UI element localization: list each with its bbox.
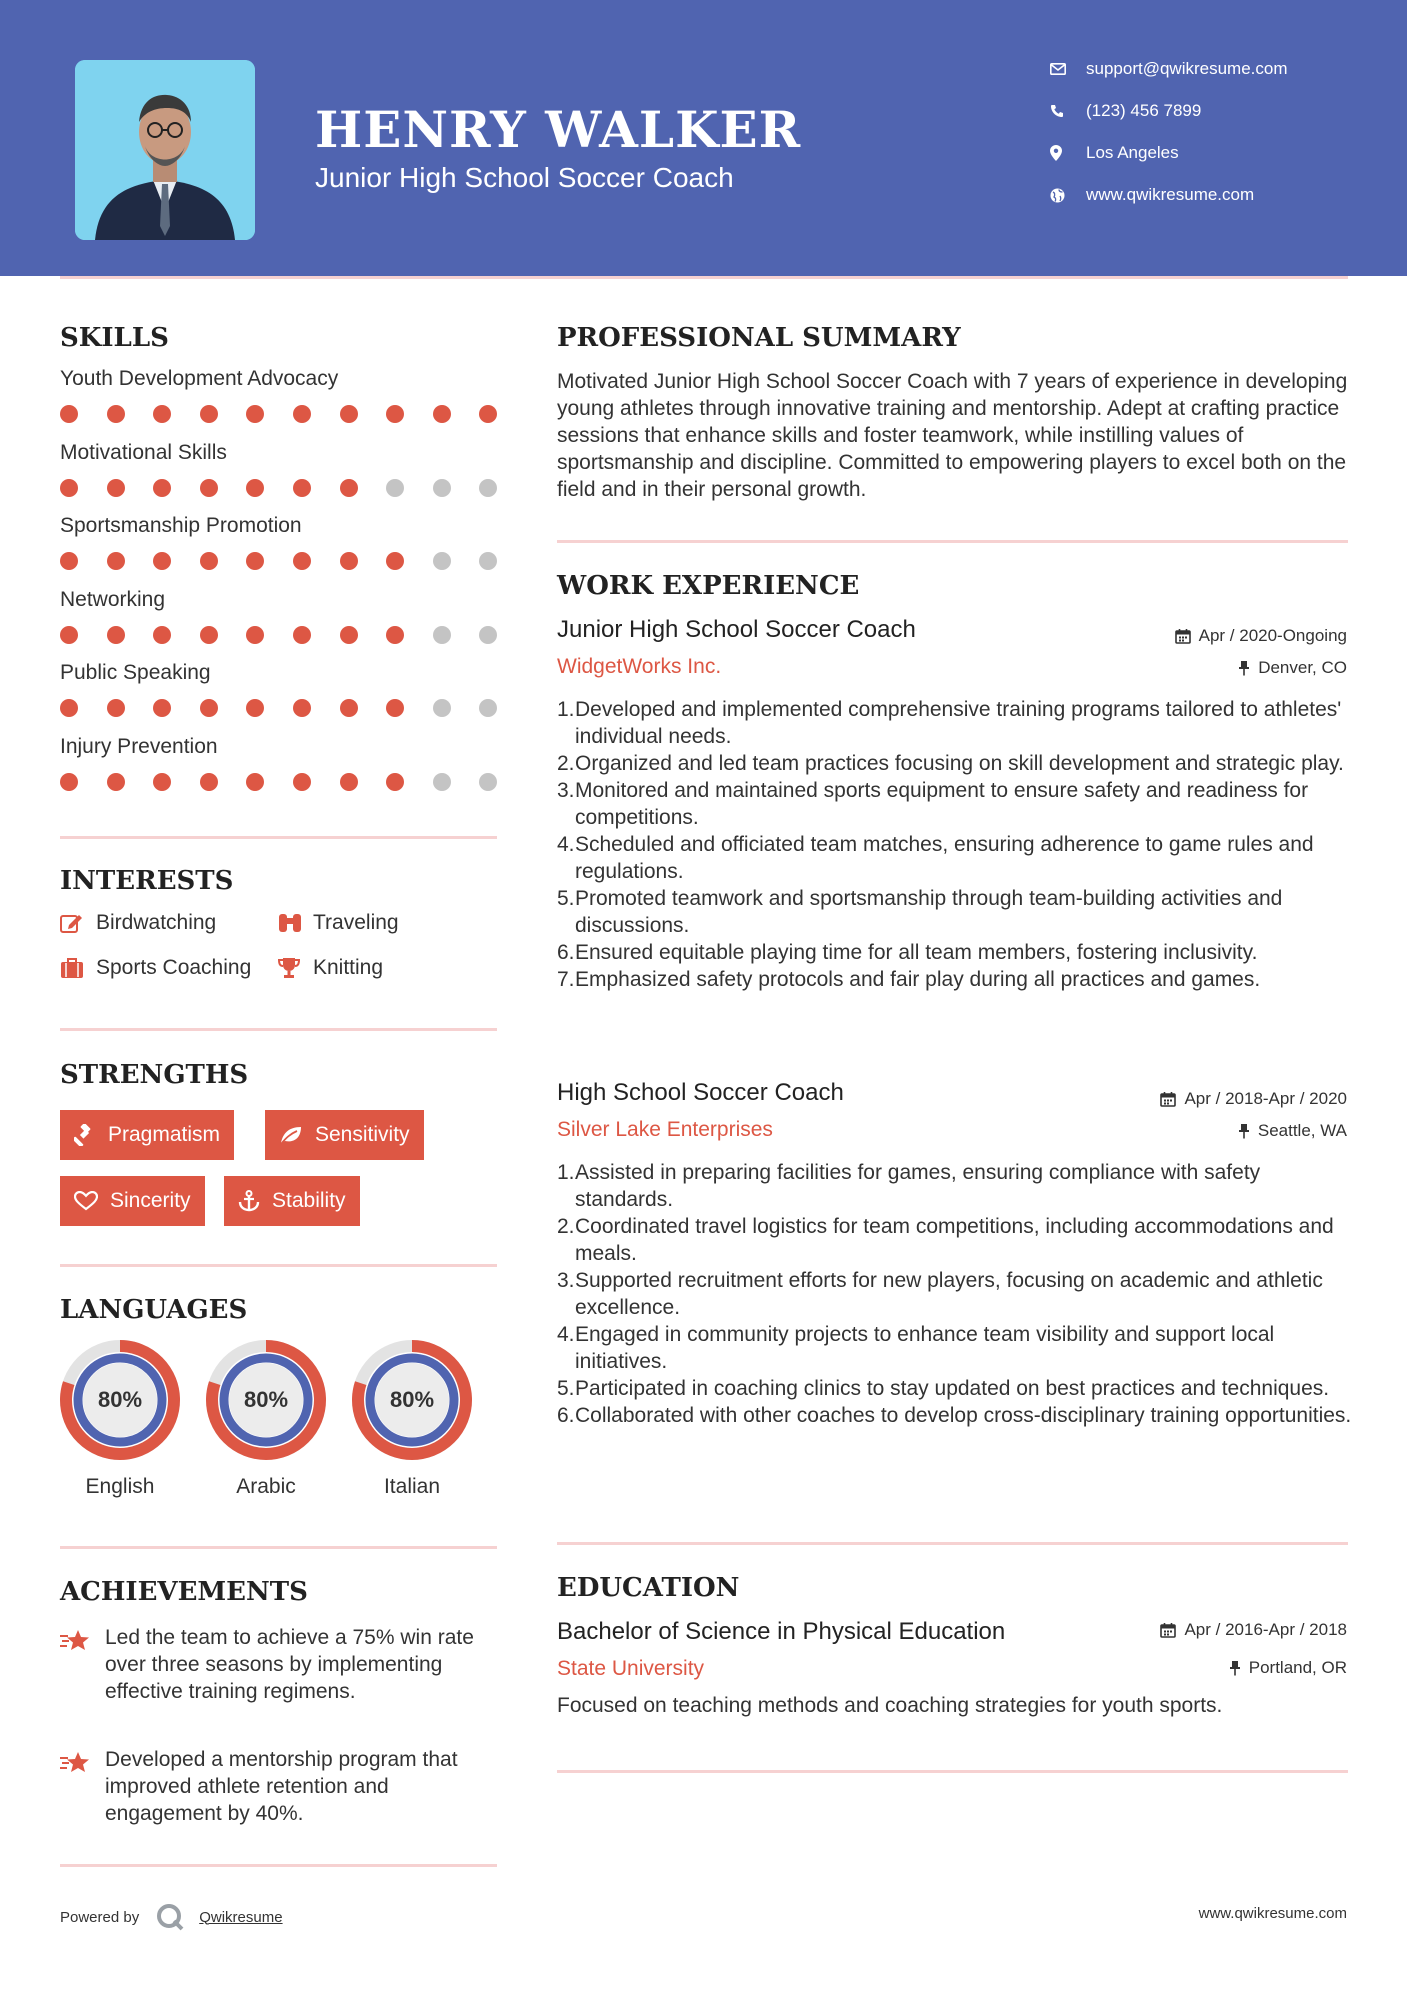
list-number: 6. bbox=[557, 1404, 575, 1427]
responsibility-item bbox=[557, 939, 1357, 966]
responsibility-text: Collaborated with other coaches to develop cross-disciplinary training opportunities. bbox=[575, 1404, 1352, 1427]
skill-rating bbox=[60, 405, 526, 423]
contact-website[interactable] bbox=[1050, 182, 1390, 208]
rating-dot-empty bbox=[479, 552, 497, 570]
summary-heading: PROFESSIONAL SUMMARY bbox=[557, 323, 961, 353]
education-degree: Bachelor of Science in Physical Education bbox=[557, 1618, 1006, 1645]
pushpin-icon bbox=[1238, 660, 1250, 676]
interest-item bbox=[277, 956, 383, 980]
rating-dot-empty bbox=[433, 699, 451, 717]
rating-dot-filled bbox=[340, 773, 358, 791]
responsibility-text: Monitored and maintained sports equipment to ensure safety and readiness for competitions. bbox=[575, 779, 1309, 829]
contact-website-text: www.qwikresume.com bbox=[1086, 185, 1255, 204]
responsibility-text: Promoted teamwork and sportsmanship through team-building activities and discussions. bbox=[575, 887, 1283, 937]
envelope-icon bbox=[1050, 63, 1086, 75]
contact-phone[interactable] bbox=[1050, 98, 1390, 124]
responsibility-text: Coordinated travel logistics for team competitions, including accommodations and meals. bbox=[575, 1215, 1334, 1265]
calendar-icon bbox=[1160, 1091, 1176, 1107]
responsibility-text: Supported recruitment efforts for new players, focusing on academic and athletic excellence. bbox=[575, 1269, 1323, 1319]
job-company: WidgetWorks Inc. bbox=[557, 655, 722, 678]
list-number: 1. bbox=[557, 1161, 575, 1184]
education-dates-text: Apr / 2016-Apr / 2018 bbox=[1184, 1620, 1347, 1639]
calendar-icon bbox=[1175, 628, 1191, 644]
job-dates bbox=[1160, 1089, 1347, 1109]
trophy-icon bbox=[277, 957, 313, 979]
qwikresume-logo-icon bbox=[155, 1902, 185, 1932]
profile-photo bbox=[75, 60, 255, 240]
rating-dot-empty bbox=[479, 699, 497, 717]
skill-rating bbox=[60, 479, 526, 497]
experience-heading: WORK EXPERIENCE bbox=[557, 571, 860, 601]
rating-dot-filled bbox=[386, 405, 404, 423]
list-number: 2. bbox=[557, 752, 575, 775]
responsibility-text: Assisted in preparing facilities for games, ensuring compliance with safety standards. bbox=[575, 1161, 1261, 1211]
rating-dot-empty bbox=[433, 552, 451, 570]
rating-dot-filled bbox=[340, 552, 358, 570]
rating-dot-filled bbox=[200, 405, 218, 423]
contact-email[interactable] bbox=[1050, 56, 1390, 82]
binoculars-icon bbox=[277, 912, 313, 934]
skill-label: Motivational Skills bbox=[60, 440, 227, 464]
rating-dot-filled bbox=[60, 552, 78, 570]
job-dates-text: Apr / 2018-Apr / 2020 bbox=[1184, 1089, 1347, 1108]
strength-label: Sensitivity bbox=[315, 1123, 410, 1146]
heart-icon bbox=[74, 1191, 98, 1211]
rating-dot-filled bbox=[386, 552, 404, 570]
rating-dot-filled bbox=[60, 479, 78, 497]
rating-dot-empty bbox=[433, 479, 451, 497]
education-divider bbox=[557, 1770, 1348, 1773]
strength-tag bbox=[224, 1176, 360, 1226]
rating-dot-filled bbox=[60, 626, 78, 644]
responsibility-text: Organized and led team practices focusing on skill development and strategic play. bbox=[575, 752, 1344, 775]
strength-label: Sincerity bbox=[110, 1189, 191, 1212]
contact-phone-text: (123) 456 7899 bbox=[1086, 101, 1202, 120]
rating-dot-empty bbox=[433, 773, 451, 791]
rating-dot-filled bbox=[153, 773, 171, 791]
pushpin-icon bbox=[1229, 1660, 1241, 1676]
rating-dot-filled bbox=[246, 405, 264, 423]
rating-dot-filled bbox=[246, 626, 264, 644]
header-divider bbox=[60, 276, 1348, 279]
skills-heading: SKILLS bbox=[60, 323, 169, 353]
rating-dot-empty bbox=[479, 626, 497, 644]
list-number: 5. bbox=[557, 887, 575, 910]
star-badge-icon bbox=[60, 1746, 105, 1827]
strengths-heading: STRENGTHS bbox=[60, 1060, 249, 1090]
contact-location bbox=[1050, 140, 1390, 166]
skill-rating bbox=[60, 773, 526, 791]
rating-dot-filled bbox=[153, 626, 171, 644]
phone-icon bbox=[1050, 104, 1086, 118]
responsibility-item bbox=[557, 885, 1357, 939]
job-location bbox=[1238, 1121, 1347, 1141]
rating-dot-filled bbox=[107, 405, 125, 423]
responsibility-text: Engaged in community projects to enhance team visibility and support local initiatives. bbox=[575, 1323, 1275, 1373]
list-number: 7. bbox=[557, 968, 575, 991]
footer-website[interactable]: www.qwikresume.com bbox=[1198, 1905, 1347, 1922]
rating-dot-filled bbox=[246, 773, 264, 791]
rating-dot-filled bbox=[340, 405, 358, 423]
responsibility-item bbox=[557, 966, 1357, 993]
rating-dot-filled bbox=[153, 479, 171, 497]
rating-dot-filled bbox=[200, 773, 218, 791]
rating-dot-filled bbox=[246, 479, 264, 497]
skills-divider bbox=[60, 836, 497, 839]
powered-by-label: Powered by bbox=[60, 1908, 140, 1926]
education-heading: EDUCATION bbox=[557, 1573, 740, 1603]
briefcase-icon bbox=[60, 957, 96, 979]
interest-item bbox=[60, 911, 216, 935]
list-number: 1. bbox=[557, 698, 575, 721]
job-dates-text: Apr / 2020-Ongoing bbox=[1198, 626, 1347, 645]
language-percent: 80% bbox=[243, 1387, 289, 1412]
rating-dot-empty bbox=[479, 773, 497, 791]
responsibility-item bbox=[557, 750, 1357, 777]
achievements-divider bbox=[60, 1864, 497, 1867]
rating-dot-filled bbox=[386, 773, 404, 791]
responsibility-text: Participated in coaching clinics to stay updated on best practices and techniques. bbox=[575, 1377, 1330, 1400]
list-number: 4. bbox=[557, 833, 575, 856]
list-number: 4. bbox=[557, 1323, 575, 1346]
rating-dot-filled bbox=[340, 699, 358, 717]
education-school: State University bbox=[557, 1657, 705, 1680]
skill-rating bbox=[60, 699, 526, 717]
skill-label: Youth Development Advocacy bbox=[60, 367, 339, 390]
rating-dot-filled bbox=[293, 626, 311, 644]
list-number: 3. bbox=[557, 779, 575, 802]
job-company: Silver Lake Enterprises bbox=[557, 1118, 773, 1141]
responsibility-item bbox=[557, 1321, 1357, 1375]
rating-dot-empty bbox=[433, 626, 451, 644]
rating-dot-filled bbox=[107, 699, 125, 717]
rating-dot-filled bbox=[293, 699, 311, 717]
responsibility-item bbox=[557, 1159, 1357, 1213]
list-number: 5. bbox=[557, 1377, 575, 1400]
responsibility-text: Developed and implemented comprehensive training programs tailored to athletes' individual needs. bbox=[575, 698, 1342, 748]
interest-label: Sports Coaching bbox=[96, 956, 252, 979]
responsibility-text: Ensured equitable playing time for all team members, fostering inclusivity. bbox=[575, 941, 1258, 964]
strength-label: Pragmatism bbox=[108, 1123, 221, 1146]
rating-dot-filled bbox=[200, 479, 218, 497]
rating-dot-filled bbox=[340, 479, 358, 497]
languages-divider bbox=[60, 1546, 497, 1549]
rating-dot-filled bbox=[153, 699, 171, 717]
rating-dot-filled bbox=[293, 773, 311, 791]
rating-dot-filled bbox=[479, 405, 497, 423]
rating-dot-filled bbox=[433, 405, 451, 423]
interest-item bbox=[60, 956, 251, 980]
responsibility-text: Emphasized safety protocols and fair play during all practices and games. bbox=[575, 968, 1261, 991]
job-title: Junior High School Soccer Coach bbox=[557, 616, 916, 643]
language-label: Italian bbox=[383, 1475, 441, 1498]
rating-dot-filled bbox=[246, 552, 264, 570]
responsibility-item bbox=[557, 696, 1357, 750]
pushpin-icon bbox=[1238, 1123, 1250, 1139]
job-responsibilities bbox=[557, 1159, 1357, 1429]
candidate-title: Junior High School Soccer Coach bbox=[315, 162, 734, 193]
interest-label: Birdwatching bbox=[96, 911, 217, 934]
responsibility-item bbox=[557, 831, 1357, 885]
achievement-item bbox=[60, 1746, 510, 1827]
candidate-name: HENRY WALKER bbox=[315, 100, 802, 159]
summary-text: Motivated Junior High School Soccer Coach with 7 years of experience in developing young athletes through innovative training and mentorship. Adept at crafting practice sessions that enhance skills and foster teamwork, while instilling values of sportsmanship and discipline. Committed to empowering players to excel both on the field and in their personal growth. bbox=[557, 370, 1348, 501]
contact-email-text: support@qwikresume.com bbox=[1086, 59, 1288, 78]
responsibility-item bbox=[557, 777, 1357, 831]
education-location-text: Portland, OR bbox=[1248, 1658, 1347, 1677]
rating-dot-filled bbox=[293, 479, 311, 497]
language-item bbox=[205, 1339, 327, 1498]
rating-dot-empty bbox=[386, 479, 404, 497]
language-percent: 80% bbox=[389, 1387, 435, 1412]
responsibility-item bbox=[557, 1213, 1357, 1267]
anchor-icon bbox=[238, 1190, 260, 1212]
language-item bbox=[59, 1339, 181, 1498]
interest-label: Traveling bbox=[313, 911, 399, 934]
qwikresume-brand-link[interactable]: Qwikresume bbox=[199, 1908, 283, 1926]
strengths-divider bbox=[60, 1264, 497, 1267]
summary-divider bbox=[557, 540, 1348, 543]
job-location bbox=[1238, 658, 1347, 678]
rating-dot-filled bbox=[293, 552, 311, 570]
rating-dot-filled bbox=[386, 699, 404, 717]
list-number: 3. bbox=[557, 1269, 575, 1292]
skill-label: Networking bbox=[60, 587, 166, 611]
achievements-heading: ACHIEVEMENTS bbox=[60, 1577, 308, 1607]
job-location-text: Denver, CO bbox=[1258, 658, 1347, 677]
rating-dot-filled bbox=[107, 626, 125, 644]
interests-divider bbox=[60, 1028, 497, 1031]
leaf-icon bbox=[279, 1125, 303, 1145]
job-responsibilities bbox=[557, 696, 1357, 993]
list-number: 6. bbox=[557, 941, 575, 964]
responsibility-item bbox=[557, 1402, 1357, 1429]
rating-dot-filled bbox=[200, 626, 218, 644]
calendar-icon bbox=[1160, 1622, 1176, 1638]
map-pin-icon bbox=[1050, 145, 1086, 161]
rating-dot-empty bbox=[479, 479, 497, 497]
achievement-item bbox=[60, 1624, 510, 1705]
language-label: English bbox=[85, 1475, 155, 1498]
strength-label: Stability bbox=[272, 1189, 346, 1212]
languages-heading: LANGUAGES bbox=[60, 1295, 248, 1325]
responsibility-item bbox=[557, 1375, 1357, 1402]
globe-icon bbox=[1050, 188, 1086, 203]
skill-label: Public Speaking bbox=[60, 661, 211, 684]
job-title: High School Soccer Coach bbox=[557, 1079, 844, 1106]
rating-dot-filled bbox=[107, 773, 125, 791]
experience-divider bbox=[557, 1542, 1348, 1545]
gavel-icon bbox=[74, 1124, 96, 1146]
footer-powered-by bbox=[60, 1902, 283, 1932]
list-number: 2. bbox=[557, 1215, 575, 1238]
rating-dot-filled bbox=[60, 773, 78, 791]
strength-tag bbox=[60, 1176, 205, 1226]
skill-rating bbox=[60, 626, 526, 644]
rating-dot-filled bbox=[246, 699, 264, 717]
rating-dot-filled bbox=[153, 552, 171, 570]
rating-dot-filled bbox=[200, 552, 218, 570]
skill-rating bbox=[60, 552, 526, 570]
rating-dot-filled bbox=[293, 405, 311, 423]
achievement-text: Developed a mentorship program that improved athlete retention and engagement by 40%. bbox=[105, 1748, 458, 1825]
job-dates bbox=[1175, 626, 1347, 646]
language-percent: 80% bbox=[97, 1387, 143, 1412]
education-dates bbox=[1160, 1620, 1347, 1640]
interests-heading: INTERESTS bbox=[60, 866, 234, 896]
job-location-text: Seattle, WA bbox=[1257, 1121, 1347, 1140]
language-label: Arabic bbox=[236, 1475, 296, 1498]
interest-label: Knitting bbox=[313, 956, 384, 979]
rating-dot-filled bbox=[107, 479, 125, 497]
strength-tag bbox=[60, 1110, 234, 1160]
education-location bbox=[1229, 1658, 1347, 1678]
contact-location-text: Los Angeles bbox=[1086, 143, 1179, 162]
rating-dot-filled bbox=[60, 699, 78, 717]
pencil-icon bbox=[60, 912, 96, 934]
rating-dot-filled bbox=[340, 626, 358, 644]
rating-dot-filled bbox=[107, 552, 125, 570]
rating-dot-filled bbox=[200, 699, 218, 717]
resume-header bbox=[0, 0, 1407, 276]
responsibility-text: Scheduled and officiated team matches, ensuring adherence to game rules and regulations. bbox=[575, 833, 1314, 883]
person-portrait-icon bbox=[75, 60, 255, 240]
education-description: Focused on teaching methods and coaching strategies for youth sports. bbox=[557, 1694, 1223, 1717]
rating-dot-filled bbox=[386, 626, 404, 644]
responsibility-item bbox=[557, 1267, 1357, 1321]
skill-label: Injury Prevention bbox=[60, 734, 218, 758]
strength-tag bbox=[265, 1110, 424, 1160]
rating-dot-filled bbox=[60, 405, 78, 423]
skill-label: Sportsmanship Promotion bbox=[60, 514, 302, 537]
language-item bbox=[351, 1339, 473, 1498]
star-badge-icon bbox=[60, 1624, 105, 1705]
achievement-text: Led the team to achieve a 75% win rate over three seasons by implementing effective training regimens. bbox=[105, 1626, 474, 1703]
interest-item bbox=[277, 911, 399, 935]
rating-dot-filled bbox=[153, 405, 171, 423]
